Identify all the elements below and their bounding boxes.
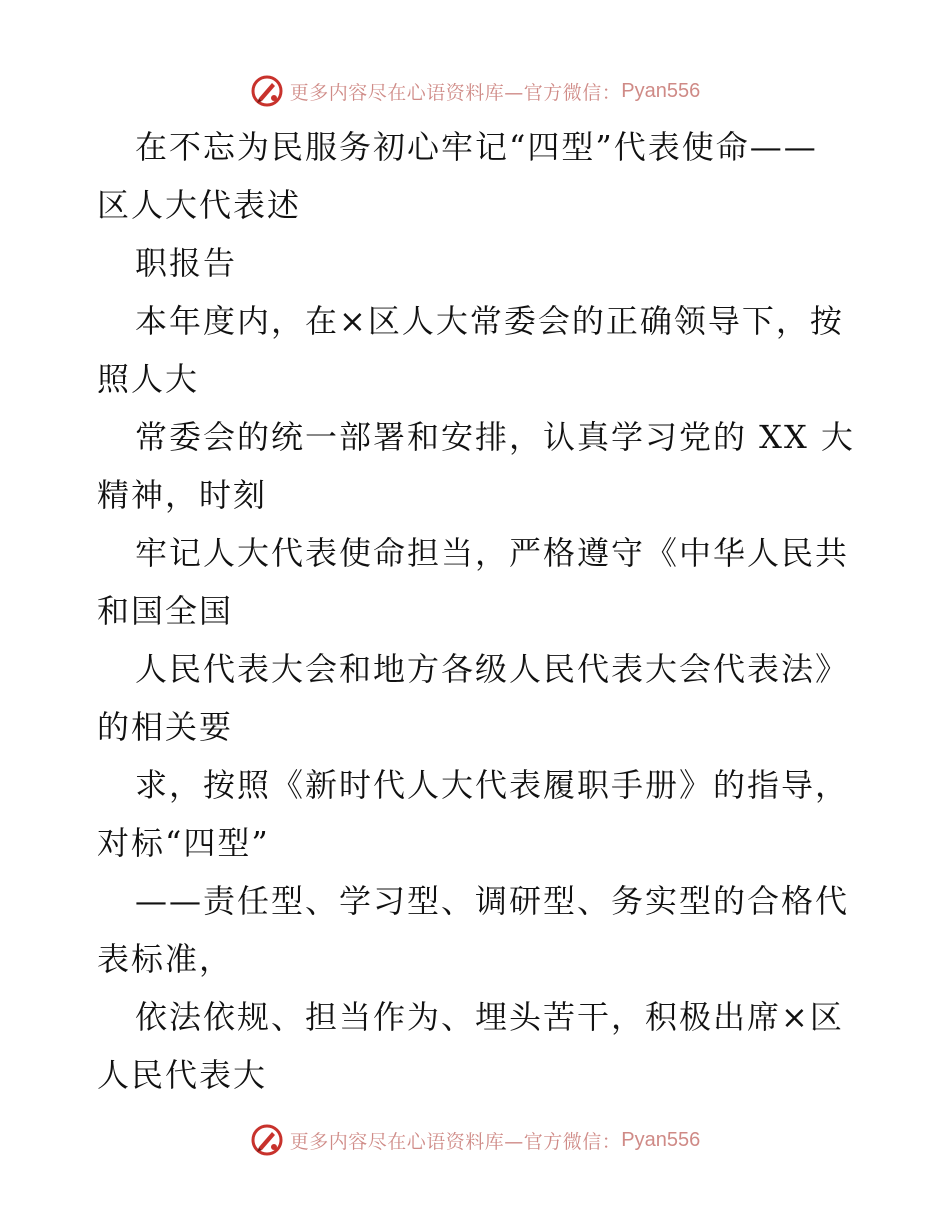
doc-line: 区人大代表述 [97,186,302,224]
footer-watermark [0,1120,950,1160]
watermark-wechat-id: Pyan556 [621,1128,701,1151]
doc-line: 表标准， [97,940,234,978]
watermark-text: 更多内容尽在心语资料库—官方微信： [289,81,622,104]
doc-line: 照人大 [97,360,200,398]
doc-line: 求，按照《新时代人大代表履职手册》的指导， [135,766,850,804]
watermark-wechat-id: Pyan556 [621,79,701,102]
doc-line: 牢记人大代表使命担当，严格遵守《中华人民共 [135,534,850,572]
doc-line: 的相关要 [97,708,234,746]
doc-line: ——责任型、学习型、调研型、务实型的合格代 [135,882,850,920]
doc-line: 人民代表大 [97,1056,268,1094]
doc-line: 常委会的统一部署和安排，认真学习党的 XX 大 [135,418,855,456]
doc-line: 精神，时刻 [97,476,268,514]
doc-line: 在不忘为民服务初心牢记“四型”代表使命—— [135,128,818,166]
header-watermark [0,71,950,111]
pen-logo-icon [250,74,284,108]
doc-line: 人民代表大会和地方各级人民代表大会代表法》 [135,650,850,688]
doc-line: 职报告 [135,244,238,282]
pen-logo-icon [250,1123,284,1157]
doc-line: 对标“四型” [97,824,270,862]
doc-line: 依法依规、担当作为、埋头苦干，积极出席×区 [135,998,844,1036]
document-body [97,118,857,1104]
watermark-text: 更多内容尽在心语资料库—官方微信： [289,1130,622,1153]
doc-line: 本年度内，在×区人大常委会的正确领导下，按 [135,302,844,340]
doc-line: 和国全国 [97,592,234,630]
